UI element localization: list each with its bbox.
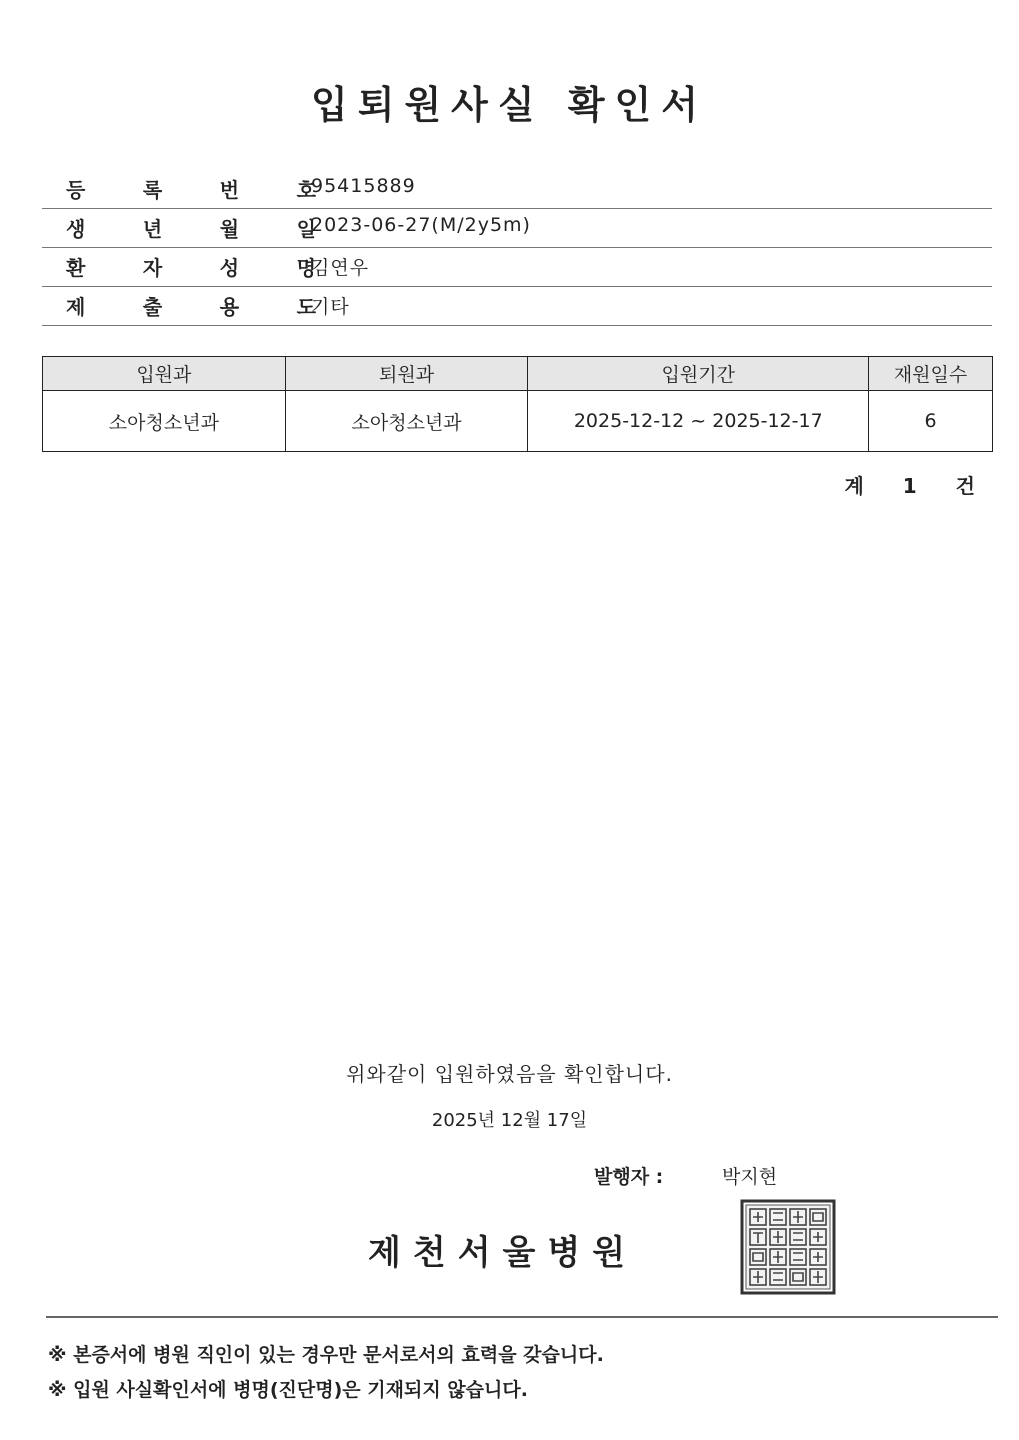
info-row-registration [42,170,992,209]
discharge-dept: 소아청소년과 [285,391,528,452]
issuer-name: 박지현 [722,1166,778,1188]
header-admission-period: 입원기간 [528,357,869,391]
document-title: 입퇴원사실 확인서 [311,83,708,127]
admission-period: 2025-12-12 ~ 2025-12-17 [528,391,869,452]
patient-name: 김연우 [311,257,370,279]
birth-date: 2023-06-27(M/2y5m) [311,214,531,236]
info-label: 환 자 성 명 [66,256,316,280]
footer-notes [48,1338,604,1408]
info-row-purpose [42,287,992,326]
issuer-label: 발행자 : [594,1166,664,1188]
header-discharge-dept: 퇴원과 [285,357,528,391]
stay-days: 6 [869,391,993,452]
hospital-name: 제천서울병원 [368,1233,638,1273]
info-label: 등 록 번 호 [66,178,316,202]
header-admission-dept: 입원과 [43,357,286,391]
footer-divider [46,1316,998,1318]
note-item: ※ 본증서에 병원 직인이 있는 경우만 문서로서의 효력을 갖습니다. [48,1344,604,1366]
table-header-row [43,357,993,391]
info-row-birthdate [42,209,992,248]
note-item: ※ 입원 사실확인서에 병명(진단명)은 기재되지 않습니다. [48,1379,528,1401]
hospital-seal-icon [740,1199,836,1295]
admission-table [42,356,993,452]
header-stay-days: 재원일수 [869,357,993,391]
table-row [43,391,993,452]
admission-dept: 소아청소년과 [43,391,286,452]
info-row-patient-name [42,248,992,287]
submission-purpose: 기타 [311,296,350,318]
confirmation-text: 위와같이 입원하였음을 확인합니다. [346,1062,673,1086]
registration-number: 95415889 [311,175,416,197]
total-count: 계 1 건 [844,474,975,498]
info-label: 생 년 월 일 [66,217,316,241]
issue-date: 2025년 12월 17일 [431,1110,588,1131]
info-label: 제 출 용 도 [66,295,316,319]
